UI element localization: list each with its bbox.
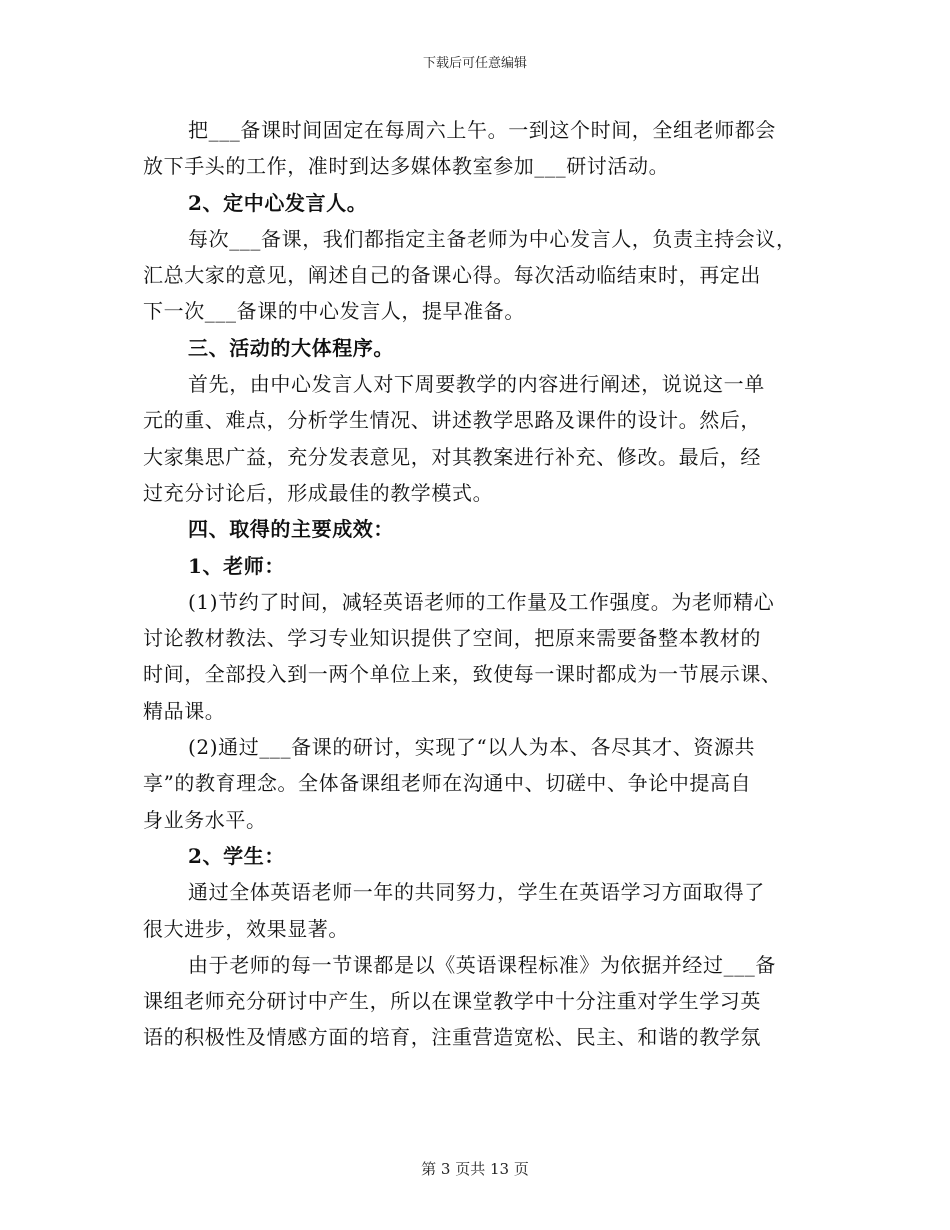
text-line: 下一次___备课的中心发言人，提早准备。 bbox=[143, 299, 525, 324]
text-line: 放下手头的工作，准时到达多媒体教室参加___研讨活动。 bbox=[143, 154, 670, 179]
text-line: 精品课。 bbox=[143, 698, 226, 723]
section-heading: 2、定中心发言人。 bbox=[188, 190, 368, 215]
text-line: 讨论教材教法、学习专业知识提供了空间，把原来需要备整本教材的 bbox=[143, 626, 761, 651]
text-line: 把___备课时间固定在每周六上午。一到这个时间，全组老师都会 bbox=[188, 118, 776, 142]
text-line: 享”的教育理念。全体备课组老师在沟通中、切磋中、争论中提高自 bbox=[143, 771, 752, 796]
section-heading: 四、取得的主要成效： bbox=[188, 517, 394, 542]
text-line: 首先，由中心发言人对下周要教学的内容进行阐述，说说这一单 bbox=[188, 372, 765, 397]
text-line: 过充分讨论后，形成最佳的教学模式。 bbox=[143, 480, 494, 505]
text-line: 语的积极性及情感方面的培育，注重营造宽松、民主、和谐的教学氛 bbox=[143, 1025, 761, 1050]
text-line: 通过全体英语老师一年的共同努力，学生在英语学习方面取得了 bbox=[188, 880, 765, 905]
text-line: 大家集思广益，充分发表意见，对其教案进行补充、修改。最后，经 bbox=[143, 444, 761, 469]
section-heading: 三、活动的大体程序。 bbox=[188, 335, 394, 360]
page-number: 第 3 页共 13 页 bbox=[421, 1160, 529, 1178]
text-line: 课组老师充分研讨中产生，所以在课堂教学中十分注重对学生学习英 bbox=[143, 989, 761, 1014]
text-line: (1)节约了时间，减轻英语老师的工作量及工作强度。为老师精心 bbox=[188, 589, 775, 614]
text-line: 很大进步，效果显著。 bbox=[143, 916, 349, 941]
text-line: (2)通过___备课的研讨，实现了“以人为本、各尽其才、资源共 bbox=[188, 735, 756, 760]
text-line: 每次___备课，我们都指定主备老师为中心发言人，负责主持会议， bbox=[188, 226, 797, 251]
section-heading: 1、老师： bbox=[188, 553, 285, 578]
text-line: 身业务水平。 bbox=[143, 807, 267, 832]
text-line: 汇总大家的意见，阐述自己的备课心得。每次活动临结束时，再定出 bbox=[143, 263, 761, 288]
section-heading: 2、学生： bbox=[188, 843, 285, 868]
text-line: 时间，全部投入到一两个单位上来，致使每一课时都成为一节展示课、 bbox=[143, 662, 782, 687]
text-line: 元的重、难点，分析学生情况、讲述教学思路及课件的设计。然后， bbox=[143, 408, 761, 433]
page-header: 下载后可任意编辑 bbox=[422, 56, 527, 71]
text-line: 由于老师的每一节课都是以《英语课程标准》为依据并经过___备 bbox=[188, 952, 776, 977]
document-body bbox=[143, 112, 808, 1056]
